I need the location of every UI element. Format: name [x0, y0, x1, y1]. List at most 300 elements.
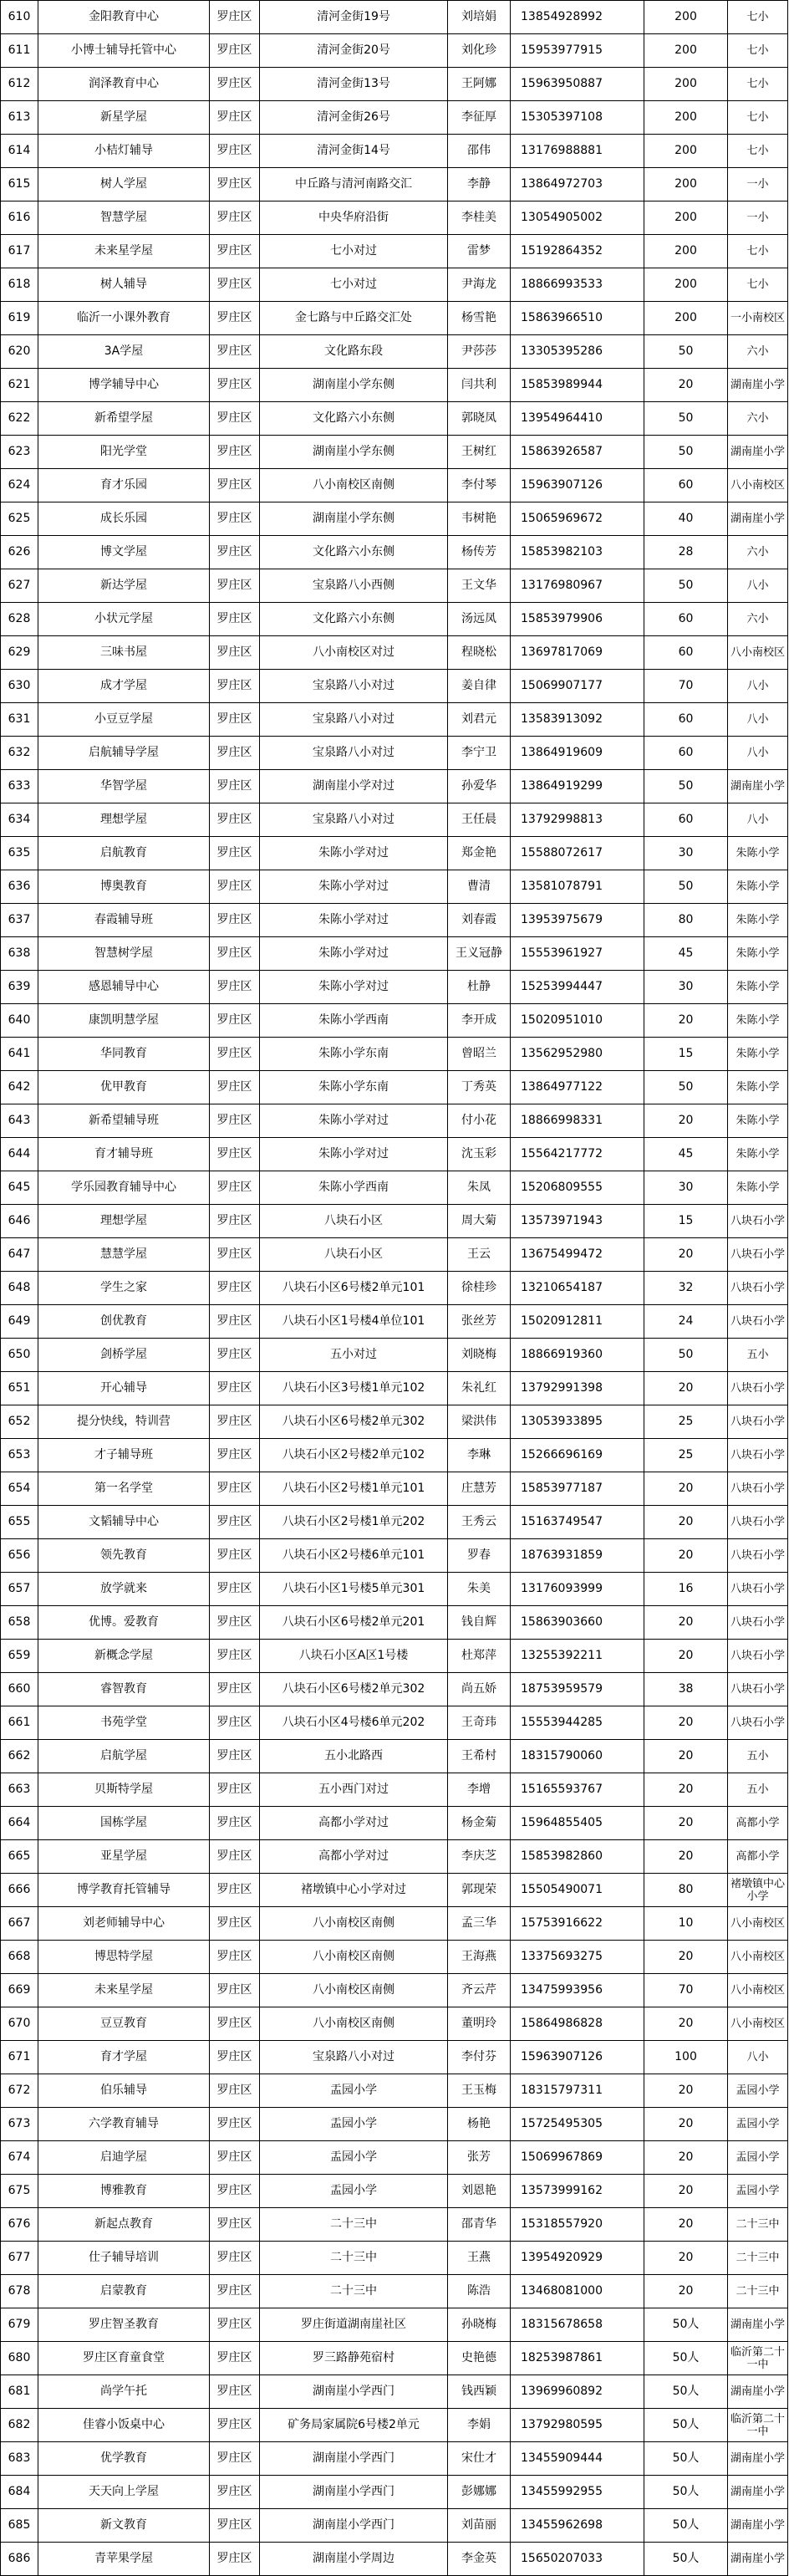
table-row	[1, 636, 788, 670]
address-cell: 八小南校区对过	[260, 636, 448, 670]
nearby-school-cell: 朱陈小学	[728, 904, 788, 937]
contact-name-cell: 李金英	[448, 2543, 511, 2576]
district-cell: 罗庄区	[210, 1305, 260, 1339]
district-cell: 罗庄区	[210, 937, 260, 971]
capacity-cell: 200	[644, 135, 728, 168]
phone-cell: 13864919299	[511, 770, 644, 803]
institution-name-cell: 罗庄区育童食堂	[38, 2342, 210, 2375]
institution-name-cell: 剑桥学屋	[38, 1339, 210, 1372]
capacity-cell: 50	[644, 335, 728, 369]
address-cell: 宝泉路八小对过	[260, 703, 448, 737]
district-cell: 罗庄区	[210, 201, 260, 235]
contact-name-cell: 丁秀英	[448, 1071, 511, 1104]
nearby-school-cell: 八块石小学	[728, 1405, 788, 1439]
row-number-cell: 627	[1, 569, 38, 603]
nearby-school-cell: 朱陈小学	[728, 1004, 788, 1038]
capacity-cell: 50人	[644, 2342, 728, 2375]
phone-cell: 15753916622	[511, 1907, 644, 1941]
district-cell: 罗庄区	[210, 737, 260, 770]
nearby-school-cell: 五小	[728, 1339, 788, 1372]
nearby-school-cell: 七小	[728, 68, 788, 101]
address-cell: 朱陈小学西南	[260, 1004, 448, 1038]
nearby-school-cell: 八块石小学	[728, 1606, 788, 1640]
district-cell: 罗庄区	[210, 603, 260, 636]
address-cell: 朱陈小学对过	[260, 1104, 448, 1138]
nearby-school-cell: 湖南崖小学	[728, 436, 788, 469]
contact-name-cell: 曾昭兰	[448, 1038, 511, 1071]
address-cell: 朱陈小学东南	[260, 1038, 448, 1071]
table-row	[1, 2543, 788, 2576]
contact-name-cell: 孟三华	[448, 1907, 511, 1941]
district-cell: 罗庄区	[210, 670, 260, 703]
table-row	[1, 436, 788, 469]
nearby-school-cell: 湖南崖小学	[728, 770, 788, 803]
institution-name-cell: 学乐园教育辅导中心	[38, 1171, 210, 1205]
district-cell: 罗庄区	[210, 2409, 260, 2442]
phone-cell: 15853982860	[511, 1840, 644, 1874]
contact-name-cell: 汤远凤	[448, 603, 511, 636]
table-row	[1, 1238, 788, 1272]
institution-name-cell: 青苹果学屋	[38, 2543, 210, 2576]
nearby-school-cell: 八块石小学	[728, 1706, 788, 1740]
institution-name-cell: 育才辅导班	[38, 1138, 210, 1171]
institution-name-cell: 文韬辅导中心	[38, 1506, 210, 1539]
contact-name-cell: 庄慧芳	[448, 1472, 511, 1506]
row-number-cell: 625	[1, 502, 38, 536]
district-cell: 罗庄区	[210, 2108, 260, 2141]
district-cell: 罗庄区	[210, 1071, 260, 1104]
district-cell: 罗庄区	[210, 1272, 260, 1305]
institution-name-cell: 新概念学屋	[38, 1640, 210, 1673]
nearby-school-cell: 八块石小学	[728, 1640, 788, 1673]
institution-name-cell: 亚星学屋	[38, 1840, 210, 1874]
district-cell: 罗庄区	[210, 2342, 260, 2375]
table-row	[1, 1506, 788, 1539]
institution-name-cell: 贝斯特学屋	[38, 1773, 210, 1807]
phone-cell: 13864919609	[511, 737, 644, 770]
nearby-school-cell: 朱陈小学	[728, 870, 788, 904]
phone-cell: 13583913092	[511, 703, 644, 737]
district-cell: 罗庄区	[210, 1038, 260, 1071]
address-cell: 八块石小区2号楼1单元101	[260, 1472, 448, 1506]
capacity-cell: 50	[644, 402, 728, 436]
nearby-school-cell: 高都小学	[728, 1840, 788, 1874]
nearby-school-cell: 湖南崖小学	[728, 2375, 788, 2409]
nearby-school-cell: 朱陈小学	[728, 1071, 788, 1104]
phone-cell: 18315797311	[511, 2074, 644, 2108]
table-row	[1, 1405, 788, 1439]
institution-name-cell: 创优教育	[38, 1305, 210, 1339]
row-number-cell: 680	[1, 2342, 38, 2375]
phone-cell: 13455992955	[511, 2476, 644, 2509]
address-cell: 盂园小学	[260, 2175, 448, 2208]
district-cell: 罗庄区	[210, 1840, 260, 1874]
table-row	[1, 837, 788, 870]
capacity-cell: 20	[644, 1372, 728, 1405]
capacity-cell: 200	[644, 235, 728, 268]
nearby-school-cell: 湖南崖小学	[728, 2543, 788, 2576]
capacity-cell: 200	[644, 101, 728, 135]
capacity-cell: 200	[644, 302, 728, 335]
district-cell: 罗庄区	[210, 436, 260, 469]
phone-cell: 15305397108	[511, 101, 644, 135]
nearby-school-cell: 朱陈小学	[728, 937, 788, 971]
table-row	[1, 1974, 788, 2007]
institution-name-cell: 阳光学堂	[38, 436, 210, 469]
row-number-cell: 656	[1, 1539, 38, 1573]
district-cell: 罗庄区	[210, 904, 260, 937]
contact-name-cell: 陈浩	[448, 2275, 511, 2308]
phone-cell: 13176980967	[511, 569, 644, 603]
table-row	[1, 302, 788, 335]
capacity-cell: 20	[644, 1706, 728, 1740]
table-row	[1, 335, 788, 369]
phone-cell: 15863926587	[511, 436, 644, 469]
address-cell: 朱陈小学西南	[260, 1171, 448, 1205]
district-cell: 罗庄区	[210, 2007, 260, 2041]
institution-name-cell: 才子辅导班	[38, 1439, 210, 1472]
row-number-cell: 677	[1, 2242, 38, 2275]
phone-cell: 18866998331	[511, 1104, 644, 1138]
address-cell: 文化路六小东侧	[260, 536, 448, 569]
address-cell: 文化路六小东侧	[260, 402, 448, 436]
address-cell: 清河金街14号	[260, 135, 448, 168]
institution-name-cell: 豆豆教育	[38, 2007, 210, 2041]
district-cell: 罗庄区	[210, 1740, 260, 1773]
table-row	[1, 235, 788, 268]
capacity-cell: 20	[644, 2141, 728, 2175]
institution-name-cell: 天天向上学屋	[38, 2476, 210, 2509]
district-cell: 罗庄区	[210, 2275, 260, 2308]
address-cell: 宝泉路八小西侧	[260, 569, 448, 603]
capacity-cell: 80	[644, 1874, 728, 1907]
capacity-cell: 50	[644, 770, 728, 803]
institution-name-cell: 睿智教育	[38, 1673, 210, 1706]
institution-name-cell: 康凯明慧学屋	[38, 1004, 210, 1038]
nearby-school-cell: 八小	[728, 803, 788, 837]
capacity-cell: 20	[644, 1640, 728, 1673]
phone-cell: 13176093999	[511, 1573, 644, 1606]
row-number-cell: 629	[1, 636, 38, 670]
contact-name-cell: 刘苗丽	[448, 2509, 511, 2543]
address-cell: 八块石小区6号楼2单元302	[260, 1405, 448, 1439]
contact-name-cell: 王云	[448, 1238, 511, 1272]
table-row	[1, 1472, 788, 1506]
nearby-school-cell: 八块石小学	[728, 1439, 788, 1472]
capacity-cell: 50人	[644, 2476, 728, 2509]
phone-cell: 13455962698	[511, 2509, 644, 2543]
contact-name-cell: 郑金艳	[448, 837, 511, 870]
nearby-school-cell: 湖南崖小学	[728, 2442, 788, 2476]
address-cell: 八块石小区	[260, 1238, 448, 1272]
phone-cell: 13675499472	[511, 1238, 644, 1272]
institution-name-cell: 博思特学屋	[38, 1941, 210, 1974]
nearby-school-cell: 六小	[728, 536, 788, 569]
phone-cell: 13792991398	[511, 1372, 644, 1405]
address-cell: 罗庄街道湖南崖社区	[260, 2308, 448, 2342]
institution-name-cell: 小状元学屋	[38, 603, 210, 636]
district-cell: 罗庄区	[210, 2476, 260, 2509]
institution-name-cell: 春霞辅导班	[38, 904, 210, 937]
table-row	[1, 1740, 788, 1773]
contact-name-cell: 雷梦	[448, 235, 511, 268]
district-cell: 罗庄区	[210, 369, 260, 402]
institution-name-cell: 罗庄智圣教育	[38, 2308, 210, 2342]
nearby-school-cell: 一小	[728, 168, 788, 201]
nearby-school-cell: 朱陈小学	[728, 971, 788, 1004]
contact-name-cell: 李娟	[448, 2409, 511, 2442]
nearby-school-cell: 八块石小学	[728, 1372, 788, 1405]
contact-name-cell: 闫共利	[448, 369, 511, 402]
district-cell: 罗庄区	[210, 502, 260, 536]
capacity-cell: 200	[644, 268, 728, 302]
row-number-cell: 682	[1, 2409, 38, 2442]
table-row	[1, 1305, 788, 1339]
phone-cell: 15163749547	[511, 1506, 644, 1539]
table-row	[1, 1339, 788, 1372]
row-number-cell: 686	[1, 2543, 38, 2576]
phone-cell: 15206809555	[511, 1171, 644, 1205]
contact-name-cell: 李桂美	[448, 201, 511, 235]
contact-name-cell: 李庆芝	[448, 1840, 511, 1874]
contact-name-cell: 彭娜娜	[448, 2476, 511, 2509]
row-number-cell: 659	[1, 1640, 38, 1673]
table-row	[1, 1673, 788, 1706]
row-number-cell: 644	[1, 1138, 38, 1171]
capacity-cell: 20	[644, 2242, 728, 2275]
capacity-cell: 50	[644, 436, 728, 469]
contact-name-cell: 王希村	[448, 1740, 511, 1773]
phone-cell: 15069907177	[511, 670, 644, 703]
row-number-cell: 668	[1, 1941, 38, 1974]
capacity-cell: 200	[644, 168, 728, 201]
phone-cell: 15650207033	[511, 2543, 644, 2576]
address-cell: 八块石小区1号楼5单元301	[260, 1573, 448, 1606]
district-cell: 罗庄区	[210, 1573, 260, 1606]
phone-cell: 15853979906	[511, 603, 644, 636]
capacity-cell: 70	[644, 1974, 728, 2007]
contact-name-cell: 杜郑萍	[448, 1640, 511, 1673]
district-cell: 罗庄区	[210, 971, 260, 1004]
row-number-cell: 638	[1, 937, 38, 971]
phone-cell: 18315678658	[511, 2308, 644, 2342]
nearby-school-cell: 盂园小学	[728, 2074, 788, 2108]
table-row	[1, 1706, 788, 1740]
row-number-cell: 678	[1, 2275, 38, 2308]
capacity-cell: 20	[644, 1506, 728, 1539]
phone-cell: 13792998813	[511, 803, 644, 837]
address-cell: 中央华府沿街	[260, 201, 448, 235]
capacity-cell: 16	[644, 1573, 728, 1606]
institution-name-cell: 润泽教育中心	[38, 68, 210, 101]
capacity-cell: 50	[644, 1071, 728, 1104]
phone-cell: 13375693275	[511, 1941, 644, 1974]
table-row	[1, 2509, 788, 2543]
capacity-cell: 30	[644, 971, 728, 1004]
row-number-cell: 642	[1, 1071, 38, 1104]
table-row	[1, 1004, 788, 1038]
contact-name-cell: 尹莎莎	[448, 335, 511, 369]
row-number-cell: 635	[1, 837, 38, 870]
table-row	[1, 2007, 788, 2041]
phone-cell: 15505490071	[511, 1874, 644, 1907]
capacity-cell: 50人	[644, 2409, 728, 2442]
phone-cell: 18315790060	[511, 1740, 644, 1773]
address-cell: 湖南崖小学西门	[260, 2476, 448, 2509]
phone-cell: 15963907126	[511, 2041, 644, 2074]
row-number-cell: 628	[1, 603, 38, 636]
row-number-cell: 675	[1, 2175, 38, 2208]
capacity-cell: 20	[644, 1941, 728, 1974]
district-cell: 罗庄区	[210, 335, 260, 369]
nearby-school-cell: 八块石小学	[728, 1573, 788, 1606]
institution-name-cell: 伯乐辅导	[38, 2074, 210, 2108]
address-cell: 清河金街13号	[260, 68, 448, 101]
institution-name-cell: 启航学屋	[38, 1740, 210, 1773]
district-cell: 罗庄区	[210, 1974, 260, 2007]
table-row	[1, 971, 788, 1004]
district-cell: 罗庄区	[210, 1339, 260, 1372]
district-cell: 罗庄区	[210, 1773, 260, 1807]
address-cell: 七小对过	[260, 268, 448, 302]
address-cell: 文化路六小东侧	[260, 603, 448, 636]
contact-name-cell: 王燕	[448, 2242, 511, 2275]
table-row	[1, 2242, 788, 2275]
institution-name-cell: 智慧树学屋	[38, 937, 210, 971]
table-row	[1, 1372, 788, 1405]
row-number-cell: 632	[1, 737, 38, 770]
address-cell: 朱陈小学对过	[260, 904, 448, 937]
capacity-cell: 30	[644, 1171, 728, 1205]
institution-name-cell: 新希望学屋	[38, 402, 210, 436]
phone-cell: 15065969672	[511, 502, 644, 536]
institution-name-cell: 启航辅导学屋	[38, 737, 210, 770]
address-cell: 八块石小区4号楼6单元202	[260, 1706, 448, 1740]
nearby-school-cell: 七小	[728, 101, 788, 135]
address-cell: 朱陈小学对过	[260, 937, 448, 971]
row-number-cell: 637	[1, 904, 38, 937]
address-cell: 湖南崖小学西门	[260, 2442, 448, 2476]
row-number-cell: 613	[1, 101, 38, 135]
institution-name-cell: 成才学屋	[38, 670, 210, 703]
capacity-cell: 60	[644, 636, 728, 670]
row-number-cell: 610	[1, 1, 38, 34]
row-number-cell: 626	[1, 536, 38, 569]
address-cell: 朱陈小学对过	[260, 1138, 448, 1171]
nearby-school-cell: 七小	[728, 1, 788, 34]
address-cell: 二十三中	[260, 2208, 448, 2242]
nearby-school-cell: 七小	[728, 135, 788, 168]
address-cell: 八块石小区	[260, 1205, 448, 1238]
address-cell: 金七路与中丘路交汇处	[260, 302, 448, 335]
phone-cell: 15863966510	[511, 302, 644, 335]
district-cell: 罗庄区	[210, 2509, 260, 2543]
institution-name-cell: 未来星学屋	[38, 235, 210, 268]
capacity-cell: 50人	[644, 2375, 728, 2409]
capacity-cell: 15	[644, 1205, 728, 1238]
row-number-cell: 661	[1, 1706, 38, 1740]
district-cell: 罗庄区	[210, 636, 260, 670]
capacity-cell: 45	[644, 1138, 728, 1171]
table-row	[1, 201, 788, 235]
row-number-cell: 658	[1, 1606, 38, 1640]
address-cell: 五小北路西	[260, 1740, 448, 1773]
nearby-school-cell: 朱陈小学	[728, 1138, 788, 1171]
district-cell: 罗庄区	[210, 1506, 260, 1539]
district-cell: 罗庄区	[210, 1539, 260, 1573]
district-cell: 罗庄区	[210, 2242, 260, 2275]
row-number-cell: 662	[1, 1740, 38, 1773]
institution-name-cell: 临沂一小课外教育	[38, 302, 210, 335]
nearby-school-cell: 褚墩镇中心小学	[728, 1874, 788, 1907]
institution-name-cell: 开心辅导	[38, 1372, 210, 1405]
phone-cell: 13562952980	[511, 1038, 644, 1071]
contact-name-cell: 付小花	[448, 1104, 511, 1138]
nearby-school-cell: 八块石小学	[728, 1472, 788, 1506]
contact-name-cell: 刘恩艳	[448, 2175, 511, 2208]
table-row	[1, 1840, 788, 1874]
institution-name-cell: 仕子辅导培训	[38, 2242, 210, 2275]
address-cell: 罗三路静苑宿村	[260, 2342, 448, 2375]
phone-cell: 15020951010	[511, 1004, 644, 1038]
phone-cell: 15069967869	[511, 2141, 644, 2175]
table-row	[1, 168, 788, 201]
address-cell: 朱陈小学对过	[260, 870, 448, 904]
contact-name-cell: 王玉梅	[448, 2074, 511, 2108]
table-row	[1, 1038, 788, 1071]
phone-cell: 13697817069	[511, 636, 644, 670]
row-number-cell: 651	[1, 1372, 38, 1405]
nearby-school-cell: 八小南校区	[728, 1974, 788, 2007]
institution-name-cell: 新希望辅导班	[38, 1104, 210, 1138]
contact-name-cell: 张芳	[448, 2141, 511, 2175]
contact-name-cell: 李付芬	[448, 2041, 511, 2074]
institution-name-cell: 优甲教育	[38, 1071, 210, 1104]
phone-cell: 13255392211	[511, 1640, 644, 1673]
phone-cell: 15963907126	[511, 469, 644, 502]
capacity-cell: 38	[644, 1673, 728, 1706]
district-cell: 罗庄区	[210, 1405, 260, 1439]
address-cell: 湖南崖小学西门	[260, 2375, 448, 2409]
district-cell: 罗庄区	[210, 1640, 260, 1673]
phone-cell: 13854928992	[511, 1, 644, 34]
institution-name-cell: 尚学午托	[38, 2375, 210, 2409]
address-cell: 八块石小区1号楼4单位101	[260, 1305, 448, 1339]
district-cell: 罗庄区	[210, 1004, 260, 1038]
contact-name-cell: 钱西颖	[448, 2375, 511, 2409]
capacity-cell: 20	[644, 1773, 728, 1807]
nearby-school-cell: 八块石小学	[728, 1272, 788, 1305]
table-row	[1, 2041, 788, 2074]
phone-cell: 13305395286	[511, 335, 644, 369]
contact-name-cell: 刘晓梅	[448, 1339, 511, 1372]
phone-cell: 18753959579	[511, 1673, 644, 1706]
address-cell: 八块石小区2号楼2单元102	[260, 1439, 448, 1472]
address-cell: 高都小学对过	[260, 1840, 448, 1874]
district-cell: 罗庄区	[210, 469, 260, 502]
table-row	[1, 2074, 788, 2108]
address-cell: 八块石小区A区1号楼	[260, 1640, 448, 1673]
nearby-school-cell: 八小	[728, 2041, 788, 2074]
capacity-cell: 60	[644, 469, 728, 502]
phone-cell: 13475993956	[511, 1974, 644, 2007]
phone-cell: 13573999162	[511, 2175, 644, 2208]
table-row	[1, 603, 788, 636]
row-number-cell: 636	[1, 870, 38, 904]
address-cell: 湖南崖小学对过	[260, 770, 448, 803]
table-row	[1, 1907, 788, 1941]
capacity-cell: 70	[644, 670, 728, 703]
